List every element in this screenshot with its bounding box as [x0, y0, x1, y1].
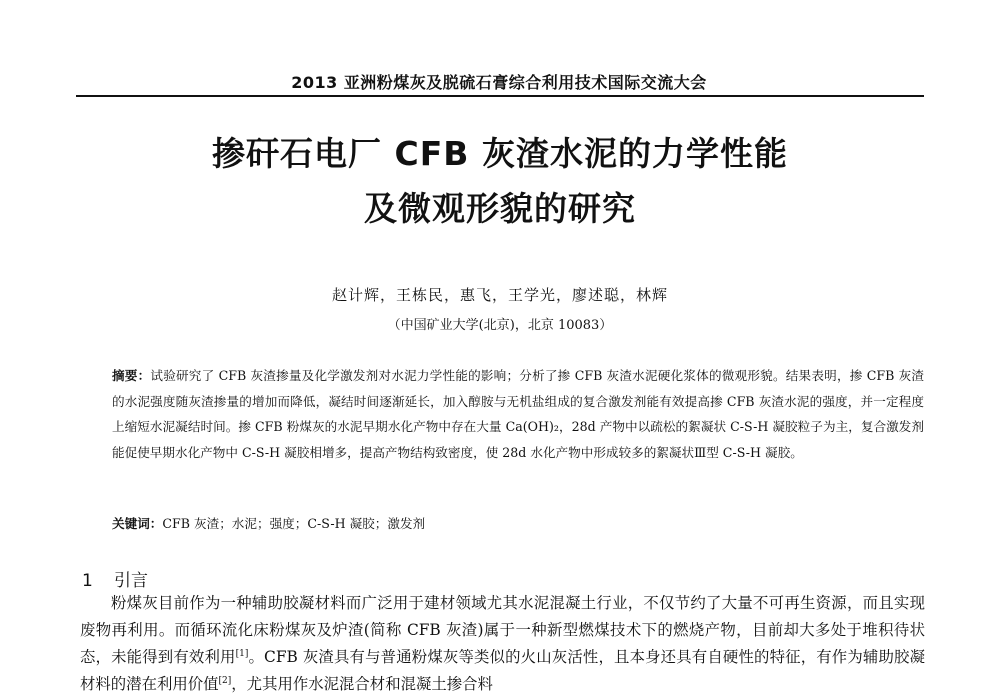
citation-2: [2] [218, 675, 232, 686]
body-text-part-1: 粉煤灰目前作为一种辅助胶凝材料而广泛用于建材领域尤其水泥混凝土行业，不仅节约了大量不可再生资源，而且实现废物再利用。而循环流化床粉煤灰及炉渣(简称 CFB 灰渣)属于一种新型燃煤技术下的燃烧产物，目前却大多处于堆积待状态，未能得到有效利用 [80, 594, 925, 666]
abstract-label: 摘要： [112, 368, 151, 383]
body-text-part-3: ，尤其用作水泥混合材和混凝土掺合料 [231, 675, 493, 693]
body-text-part-2: 。CFB 灰渣具有与普通粉煤灰等类似的火山灰活性，且本身还具有自硬性的特征，有作为辅助胶凝材料的潜在利用价值 [80, 648, 925, 693]
abstract-text: 试验研究了 CFB 灰渣掺量及化学激发剂对水泥力学性能的影响；分析了掺 CFB 灰渣水泥硬化浆体的微观形貌。结果表明，掺 CFB 灰渣的水泥强度随灰渣掺量的增加而降低，凝结时间逐渐延长，加入醇胺与无机盐组成的复合激发剂能有效提高掺 CFB 灰渣水泥的强度，并一定程度上缩短水泥凝结时间。掺 CFB 粉煤灰的水泥早期水化产物中存在大量 Ca(OH)₂，28d 产物中以疏松的絮凝状 C-S-H 凝胶粒子为主，复合激发剂能促使早期水化产物中 C-S-H 凝胶相增多，提高产物结构致密度，使 28d 水化产物中形成较多的絮凝状Ⅲ型 C-S-H 凝胶。 [112, 368, 925, 460]
section-heading [82, 566, 148, 591]
paper-title-line-1: 掺矸石电厂 CFB 灰渣水泥的力学性能 [212, 134, 788, 173]
keywords-label: 关键词： [112, 516, 163, 531]
section-title: 引言 [114, 571, 148, 591]
header-rule [76, 95, 924, 97]
conference-header: 2013 亚洲粉煤灰及脱硫石膏综合利用技术国际交流大会 [291, 73, 707, 92]
abstract [112, 363, 924, 465]
keywords [112, 514, 924, 534]
keywords-text: CFB 灰渣；水泥；强度；C-S-H 凝胶；激发剂 [162, 516, 426, 531]
affiliation: （中国矿业大学(北京)，北京 10083） [387, 318, 613, 333]
section-number: 1 [82, 571, 93, 591]
body-text [80, 590, 925, 698]
body-paragraph [80, 590, 925, 698]
authors: 赵计辉，王栋民，惠飞，王学光，廖述聪，林辉 [331, 286, 668, 304]
citation-1: [1] [235, 648, 249, 659]
paper-title-line-2: 及微观形貌的研究 [364, 189, 636, 228]
